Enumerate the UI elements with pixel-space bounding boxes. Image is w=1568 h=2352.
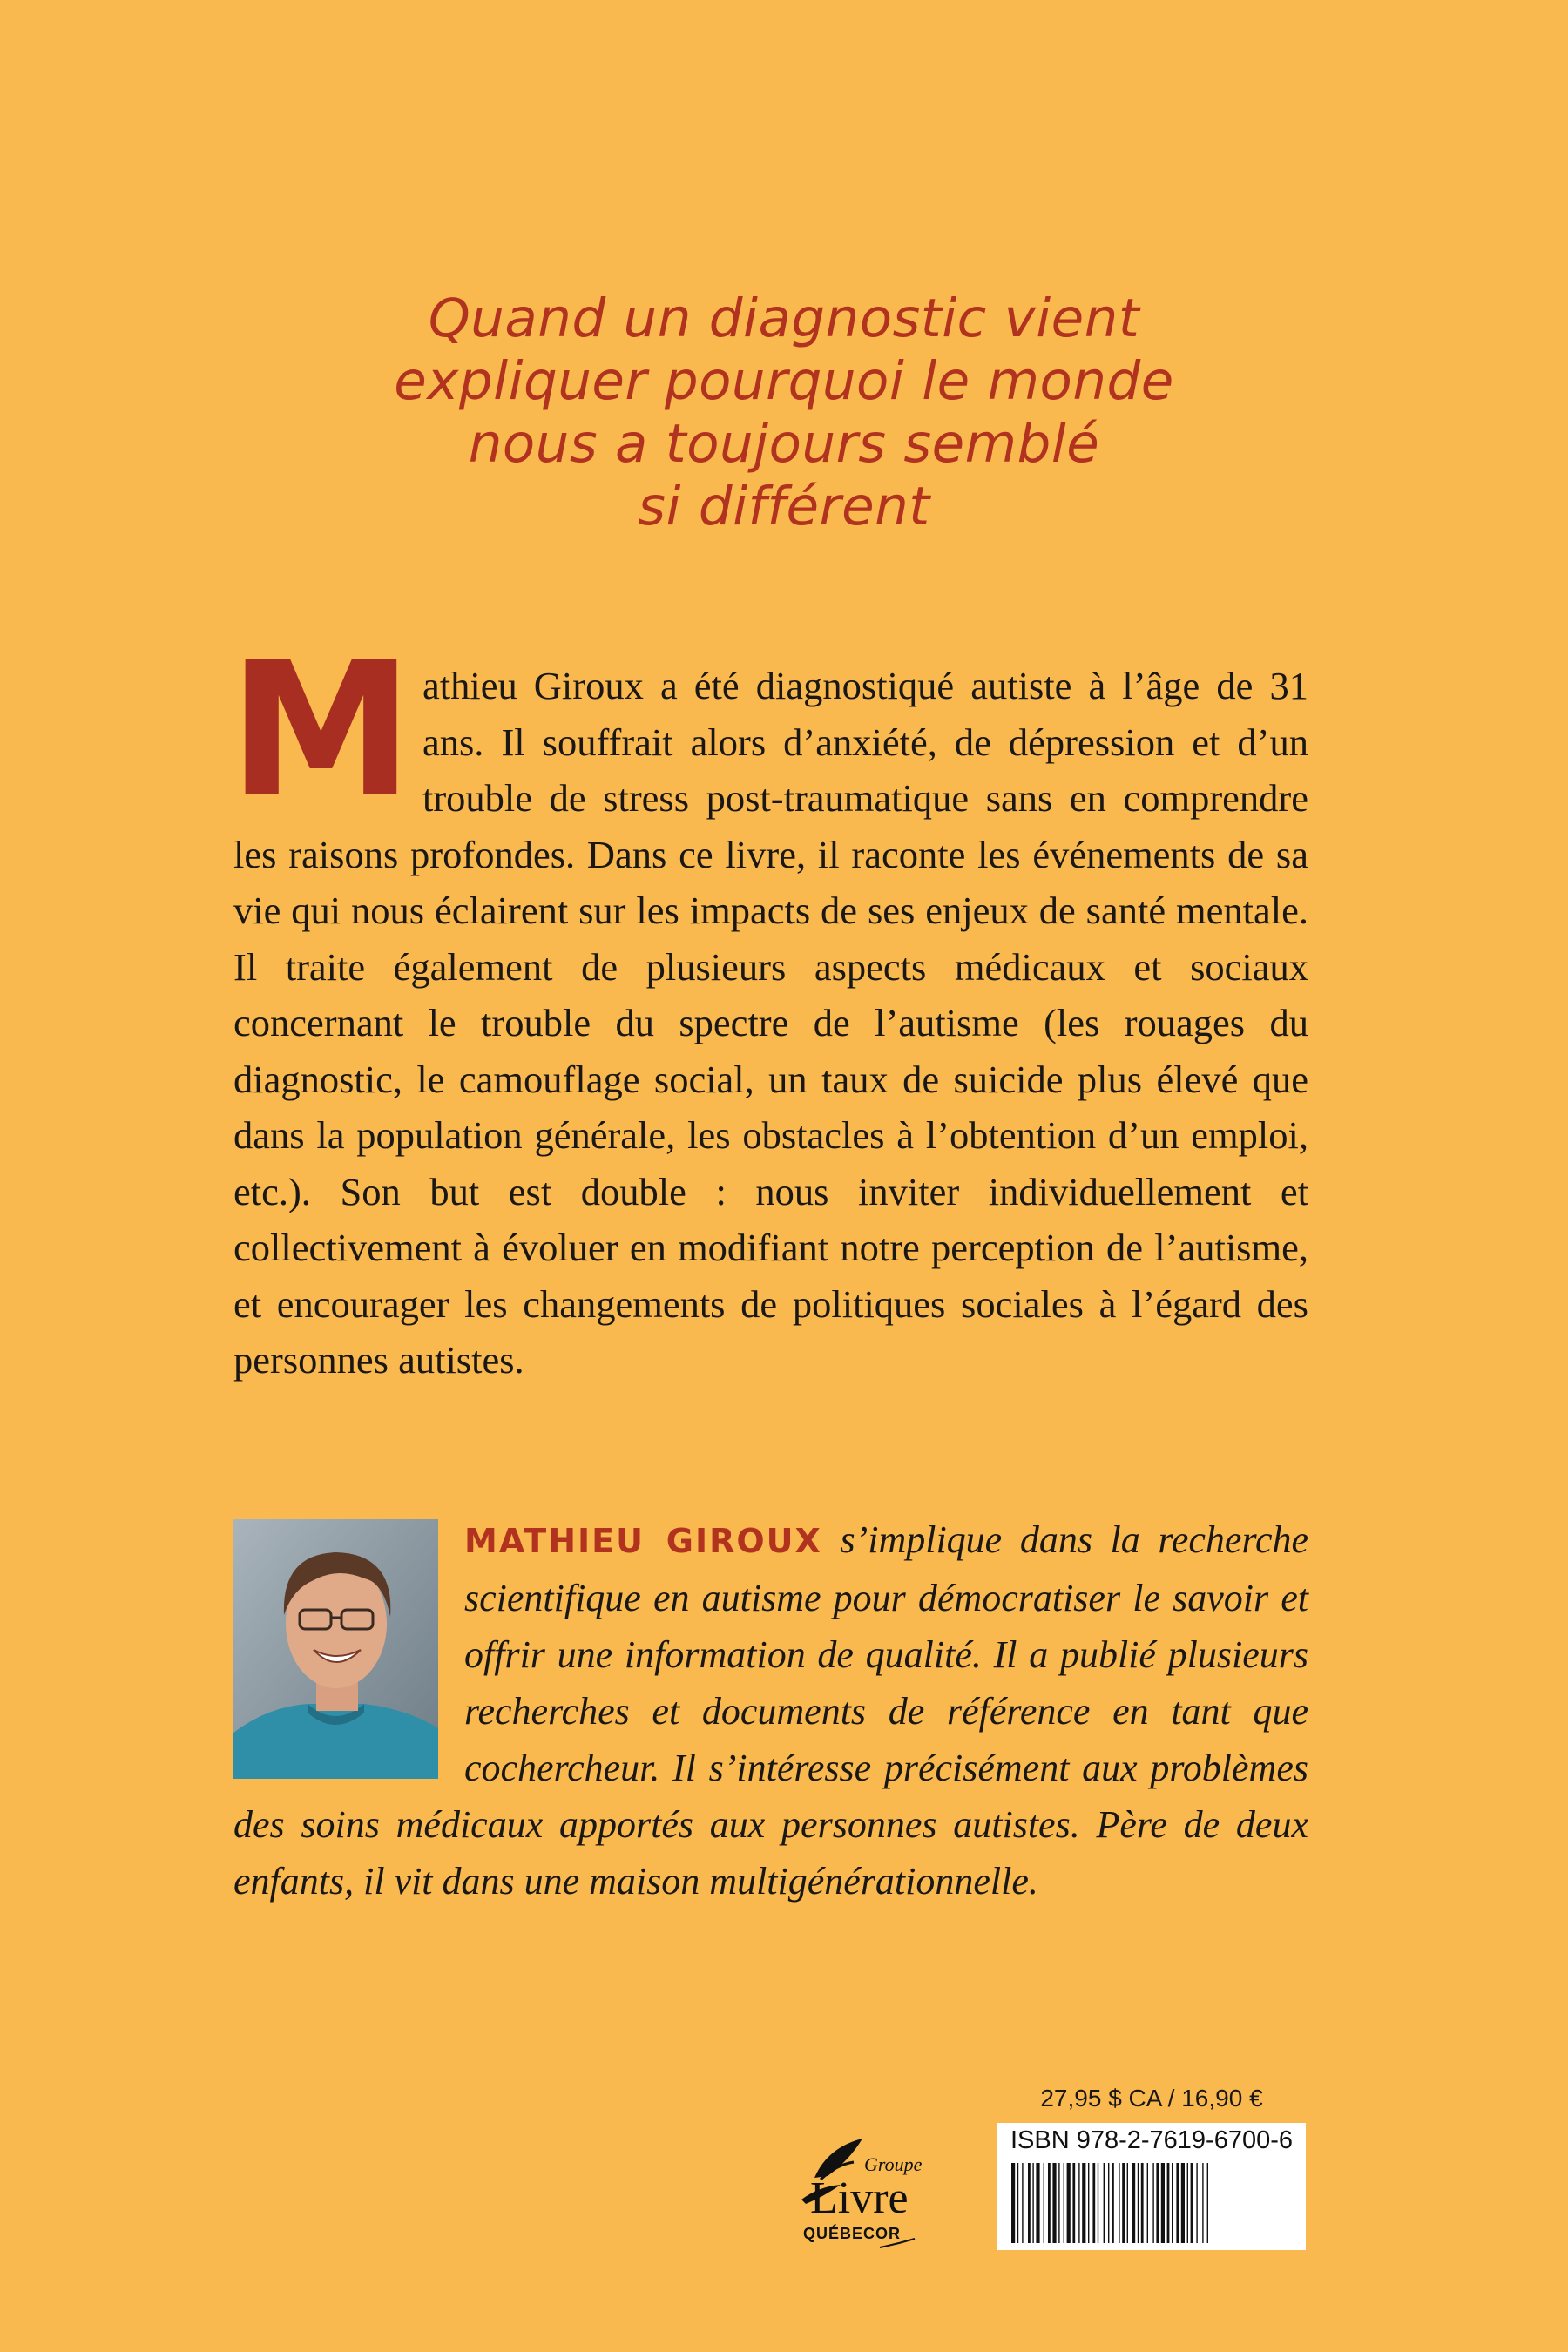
barcode-bar (1152, 2163, 1153, 2243)
summary-text: athieu Giroux a été diagnostiqué autiste à l’âge de 31 ans. Il souffrait alors d’anxiété, de dépression et d’un trouble de stress post-traumatique sans en comprendre les raisons profondes. Dans ce livre, il raconte les événements de sa vie qui nous éclairent sur les impacts de ses enjeux de santé mentale. Il traite également de plusieurs aspects médicaux et sociaux concernant le trouble du spectre de l’autisme (les rouages du diagnostic, le camouflage social, un taux de suicide plus élevé que dans la population générale, les obstacles à l’obtention d’un emploi, etc.). Son but est double : nous inviter individuellement et collectivement à évoluer en modifiant notre perception de l’autisme, et encourager les changements de politiques sociales à l’égard des personnes autistes. (233, 664, 1308, 1382)
barcode-bar (1092, 2163, 1095, 2243)
barcode (1011, 2163, 1292, 2243)
barcode-bar (1196, 2163, 1197, 2243)
tagline (261, 287, 1307, 538)
barcode-bar (1147, 2163, 1148, 2243)
publisher-line-3: QUÉBECOR (803, 2225, 902, 2242)
barcode-bar (1032, 2163, 1033, 2243)
barcode-bar (1036, 2163, 1039, 2243)
barcode-bar (1202, 2163, 1203, 2243)
tagline-line-1: Quand un diagnostic vient (428, 287, 1140, 349)
barcode-bar (1088, 2163, 1089, 2243)
barcode-bar (1207, 2163, 1208, 2243)
barcode-box (997, 2123, 1306, 2250)
price: 27,95 $ CA / 16,90 € (1040, 2085, 1263, 2112)
barcode-bar (1161, 2163, 1165, 2243)
barcode-bar (1122, 2163, 1125, 2243)
publisher-logo (767, 2117, 967, 2265)
author-bio (233, 1511, 1308, 1909)
barcode-bar (1108, 2163, 1109, 2243)
barcode-bar (1167, 2163, 1170, 2243)
barcode-bar (1141, 2163, 1144, 2243)
author-name: MATHIEU GIROUX (464, 1522, 822, 1560)
barcode-bar (1011, 2163, 1015, 2243)
barcode-bar (1067, 2163, 1071, 2243)
tagline-line-2: expliquer pourquoi le monde (394, 350, 1174, 412)
barcode-bar (1138, 2163, 1139, 2243)
barcode-bar (1187, 2163, 1188, 2243)
publisher-line-2: Livre (810, 2173, 909, 2223)
barcode-bar (1058, 2163, 1059, 2243)
book-summary (228, 622, 1308, 1389)
barcode-bar (1022, 2163, 1023, 2243)
drop-cap: M (228, 622, 414, 839)
tagline-line-3: nous a toujours semblé (468, 413, 1100, 475)
barcode-bar (1191, 2163, 1193, 2243)
barcode-bar (1176, 2163, 1179, 2243)
barcode-bar (1127, 2163, 1128, 2243)
publisher-line-1: Groupe (864, 2153, 923, 2175)
barcode-bar (1112, 2163, 1114, 2243)
barcode-bar (1082, 2163, 1085, 2243)
barcode-bar (1052, 2163, 1056, 2243)
author-bio-text: s’implique dans la recherche scientifique en autisme pour démocratiser le savoir et offrir une information de qualité. Il a publié plusieurs recherches et documents de référence en tant que cochercheur. Il s’intéresse précisément aux problèmes des soins médicaux apportés aux personnes autistes. Père de deux enfants, il vit dans une maison multigénérationnelle. (233, 1518, 1309, 1903)
barcode-bar (1072, 2163, 1075, 2243)
isbn: ISBN 978-2-7619-6700-6 (1010, 2126, 1294, 2154)
barcode-bar (1017, 2163, 1018, 2243)
barcode-bar (1181, 2163, 1185, 2243)
barcode-bar (1156, 2163, 1159, 2243)
barcode-bar (1104, 2163, 1105, 2243)
tagline-line-4: si différent (638, 476, 930, 537)
barcode-bar (1132, 2163, 1135, 2243)
barcode-bar (1028, 2163, 1031, 2243)
barcode-bar (1048, 2163, 1051, 2243)
barcode-bar (1078, 2163, 1079, 2243)
author-photo (233, 1519, 438, 1779)
barcode-bar (1172, 2163, 1173, 2243)
